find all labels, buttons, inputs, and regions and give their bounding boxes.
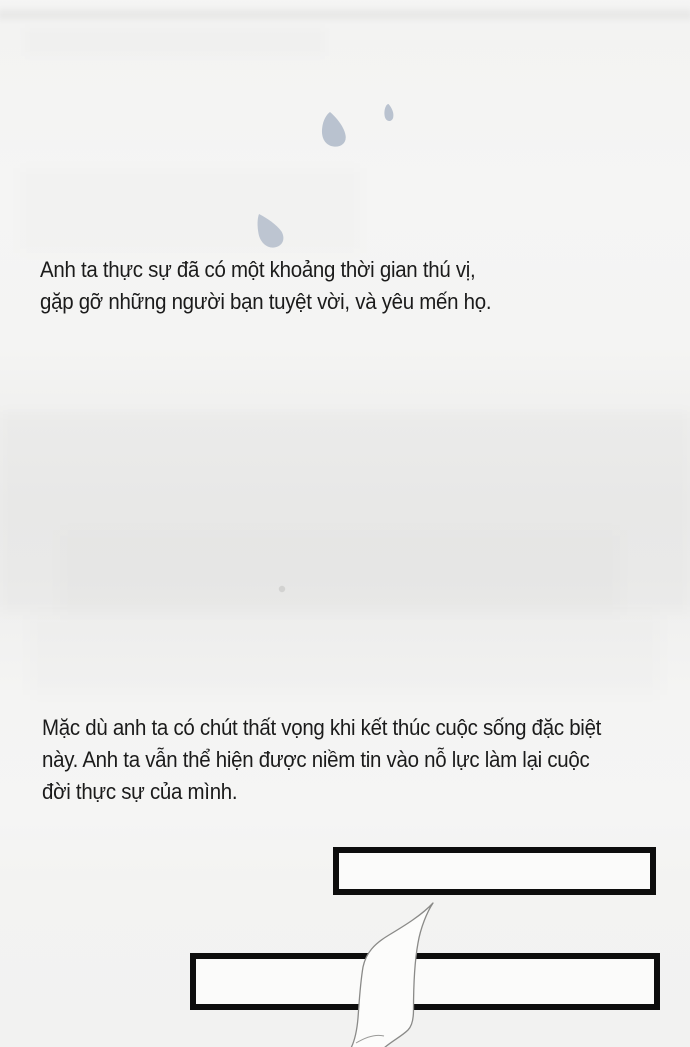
ink-drop-petal-icon bbox=[258, 214, 284, 248]
ink-speck-icon bbox=[279, 586, 285, 592]
speech-box-top bbox=[333, 847, 656, 895]
narration-line: đời thực sự của mình. bbox=[42, 779, 238, 804]
ghost-wash-top-band bbox=[0, 8, 690, 20]
paper-fold-line bbox=[356, 1035, 384, 1043]
ghost-wash-middle-panel bbox=[0, 412, 690, 612]
narration-line: Anh ta thực sự đã có một khoảng thời gian thú vị, bbox=[40, 257, 476, 282]
ghost-wash-upper bbox=[20, 168, 360, 253]
narration-line: gặp gỡ những người bạn tuyệt vời, và yêu mến họ. bbox=[40, 289, 492, 314]
narration-line: này. Anh ta vẫn thể hiện được niềm tin vào nỗ lực làm lại cuộc bbox=[42, 747, 590, 772]
ghost-wash-lower bbox=[30, 615, 660, 695]
narration-block-1 bbox=[40, 254, 491, 318]
narration-block-2 bbox=[42, 712, 601, 808]
narration-line: Mặc dù anh ta có chút thất vọng khi kết thúc cuộc sống đặc biệt bbox=[42, 715, 602, 740]
ghost-wash-middle-smudge bbox=[60, 530, 620, 615]
ink-drop-small-icon bbox=[384, 104, 393, 121]
speech-box-bottom bbox=[190, 953, 660, 1010]
ink-drop-icon bbox=[322, 112, 346, 147]
ghost-wash-top-box bbox=[25, 28, 325, 56]
